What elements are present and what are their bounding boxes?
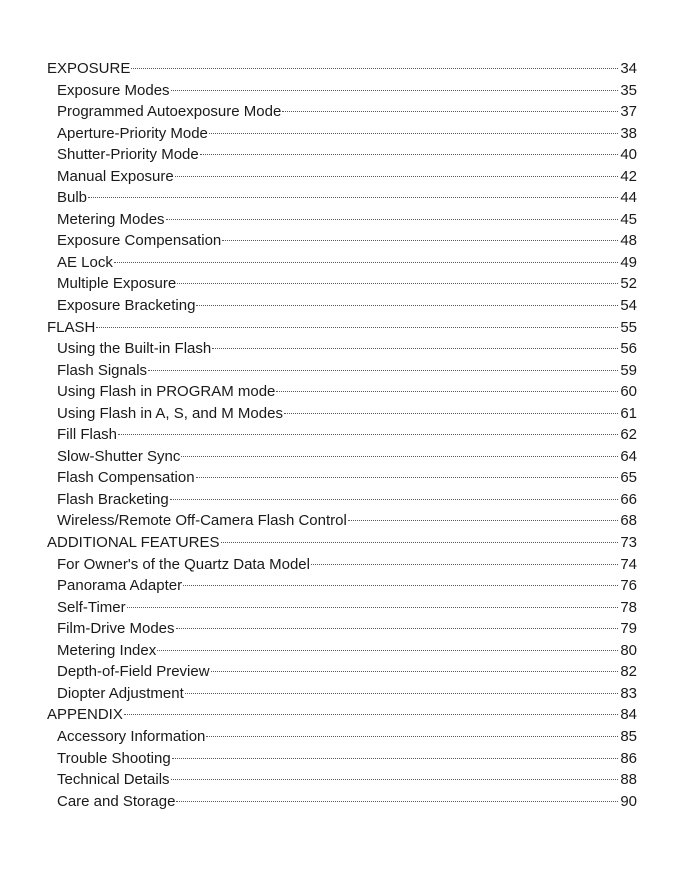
toc-entry-title: Depth-of-Field Preview: [57, 663, 210, 681]
dot-leader: [171, 779, 618, 780]
toc-entry-title: Technical Details: [57, 771, 170, 789]
dot-leader: [166, 219, 618, 220]
toc-page-number: 78: [620, 598, 637, 616]
dot-leader: [222, 240, 618, 241]
toc-entry-title: Using Flash in PROGRAM mode: [57, 383, 276, 401]
dot-leader: [177, 283, 618, 284]
toc-entry-row: [47, 618, 637, 640]
toc-section-title: EXPOSURE: [47, 60, 131, 77]
toc-entry-title: Programmed Autoexposure Mode: [57, 103, 282, 121]
toc-page-number: 86: [620, 749, 637, 767]
toc-entry-row: [47, 726, 637, 748]
dot-leader: [175, 176, 618, 177]
toc-entry-title: Fill Flash: [57, 426, 118, 444]
toc-entry-row: [47, 597, 637, 619]
toc-entry-row: [47, 360, 637, 382]
toc-entry-title: For Owner's of the Quartz Data Model: [57, 555, 310, 573]
dot-leader: [118, 434, 618, 435]
dot-leader: [211, 671, 618, 672]
dot-leader: [276, 391, 618, 392]
dot-leader: [148, 370, 618, 371]
toc-entry-title: Multiple Exposure: [57, 275, 177, 293]
toc-entry-row: [47, 554, 637, 576]
dot-leader: [311, 564, 618, 565]
dot-leader: [176, 801, 618, 802]
toc-entry-row: [47, 403, 637, 425]
toc-page-number: 40: [620, 146, 637, 164]
toc-entry-title: Metering Modes: [57, 210, 165, 228]
toc-page-number: 65: [620, 469, 637, 487]
dot-leader: [131, 68, 618, 69]
toc-page-number: 73: [620, 534, 637, 552]
toc-page-number: 35: [620, 81, 637, 99]
dot-leader: [221, 542, 618, 543]
toc-entry-row: [47, 338, 637, 360]
toc-page-number: 68: [620, 512, 637, 530]
toc-page-number: 55: [620, 318, 637, 336]
toc-entry-row: [47, 80, 637, 102]
toc-entry-title: Manual Exposure: [57, 167, 174, 185]
dot-leader: [171, 90, 618, 91]
toc-section-row: [47, 317, 637, 339]
toc-page-number: 90: [620, 792, 637, 810]
toc-entry-title: AE Lock: [57, 253, 113, 271]
toc-entry-row: [47, 791, 637, 813]
toc-page-number: 45: [620, 210, 637, 228]
dot-leader: [206, 736, 618, 737]
toc-entry-title: Exposure Bracketing: [57, 297, 196, 315]
toc-entry-title: Using Flash in A, S, and M Modes: [57, 404, 283, 422]
toc-page-number: 34: [620, 60, 637, 77]
toc-entry-row: [47, 769, 637, 791]
toc-page-number: 37: [620, 103, 637, 121]
dot-leader: [200, 154, 618, 155]
toc-entry-row: [47, 295, 637, 317]
toc-entry-row: [47, 446, 637, 468]
toc-section-row: [47, 532, 637, 554]
toc-section-title: FLASH: [47, 318, 96, 336]
toc-entry-row: [47, 510, 637, 532]
dot-leader: [196, 305, 618, 306]
dot-leader: [157, 650, 618, 651]
toc-entry-title: Flash Bracketing: [57, 490, 169, 508]
toc-entry-row: [47, 123, 637, 145]
toc-entry-row: [47, 683, 637, 705]
toc-entry-title: Diopter Adjustment: [57, 684, 184, 702]
toc-page-number: 60: [620, 383, 637, 401]
toc-page-number: 61: [620, 404, 637, 422]
toc-section-row: [47, 58, 637, 80]
toc-section-title: APPENDIX: [47, 706, 123, 724]
toc-page-number: 48: [620, 232, 637, 250]
toc-page-number: 62: [620, 426, 637, 444]
toc-entry-row: [47, 661, 637, 683]
toc-entry-title: Aperture-Priority Mode: [57, 124, 208, 142]
toc-section-row: [47, 704, 637, 726]
toc-entry-title: Exposure Modes: [57, 81, 170, 99]
toc-entry-title: Metering Index: [57, 641, 157, 659]
toc-page-number: 84: [620, 706, 637, 724]
toc-entry-title: Shutter-Priority Mode: [57, 146, 199, 164]
toc-entry-title: Exposure Compensation: [57, 232, 222, 250]
toc-page-number: 59: [620, 361, 637, 379]
toc-entry-row: [47, 381, 637, 403]
toc-entry-title: Panorama Adapter: [57, 577, 183, 595]
toc-entry-row: [47, 209, 637, 231]
toc-entry-row: [47, 467, 637, 489]
toc-entry-row: [47, 489, 637, 511]
toc-page-number: 85: [620, 727, 637, 745]
toc-entry-title: Bulb: [57, 189, 88, 207]
toc-page-number: 42: [620, 167, 637, 185]
toc-page-number: 56: [620, 340, 637, 358]
toc-page-number: 80: [620, 641, 637, 659]
dot-leader: [181, 456, 618, 457]
dot-leader: [185, 693, 618, 694]
toc-entry-row: [47, 273, 637, 295]
toc-page-number: 82: [620, 663, 637, 681]
toc-entry-title: Accessory Information: [57, 727, 206, 745]
toc-page-number: 83: [620, 684, 637, 702]
toc-entry-title: Wireless/Remote Off-Camera Flash Control: [57, 512, 347, 530]
dot-leader: [124, 714, 618, 715]
toc-page-number: 49: [620, 253, 637, 271]
toc-entry-row: [47, 748, 637, 770]
toc-entry-row: [47, 166, 637, 188]
dot-leader: [348, 520, 618, 521]
toc-page-number: 44: [620, 189, 637, 207]
dot-leader: [96, 327, 618, 328]
toc-page-number: 66: [620, 490, 637, 508]
dot-leader: [172, 758, 618, 759]
toc-entry-row: [47, 187, 637, 209]
dot-leader: [176, 628, 618, 629]
dot-leader: [127, 607, 618, 608]
toc-entry-row: [47, 575, 637, 597]
toc-entry-title: Using the Built-in Flash: [57, 340, 212, 358]
dot-leader: [183, 585, 618, 586]
toc-page-number: 52: [620, 275, 637, 293]
toc-entry-title: Flash Compensation: [57, 469, 195, 487]
toc-entry-title: Slow-Shutter Sync: [57, 447, 181, 465]
toc-page-number: 76: [620, 577, 637, 595]
toc-entry-row: [47, 252, 637, 274]
dot-leader: [170, 499, 618, 500]
dot-leader: [209, 133, 618, 134]
toc-page-number: 54: [620, 297, 637, 315]
toc-page-number: 79: [620, 620, 637, 638]
toc-entry-row: [47, 230, 637, 252]
dot-leader: [282, 111, 618, 112]
toc-page-number: 64: [620, 447, 637, 465]
toc-page-number: 38: [620, 124, 637, 142]
toc-section-title: ADDITIONAL FEATURES: [47, 534, 220, 552]
toc-entry-row: [47, 640, 637, 662]
toc-page-number: 74: [620, 555, 637, 573]
toc-entry-title: Self-Timer: [57, 598, 126, 616]
toc-entry-row: [47, 101, 637, 123]
toc-page-number: 88: [620, 771, 637, 789]
toc-entry-title: Flash Signals: [57, 361, 148, 379]
toc-entry-title: Film-Drive Modes: [57, 620, 175, 638]
toc-entry-row: [47, 424, 637, 446]
dot-leader: [114, 262, 618, 263]
dot-leader: [212, 348, 618, 349]
toc-entry-title: Trouble Shooting: [57, 749, 171, 767]
toc-entry-title: Care and Storage: [57, 792, 176, 810]
toc-entry-row: [47, 144, 637, 166]
dot-leader: [88, 197, 618, 198]
dot-leader: [284, 413, 618, 414]
dot-leader: [196, 477, 618, 478]
table-of-contents: [47, 58, 637, 812]
